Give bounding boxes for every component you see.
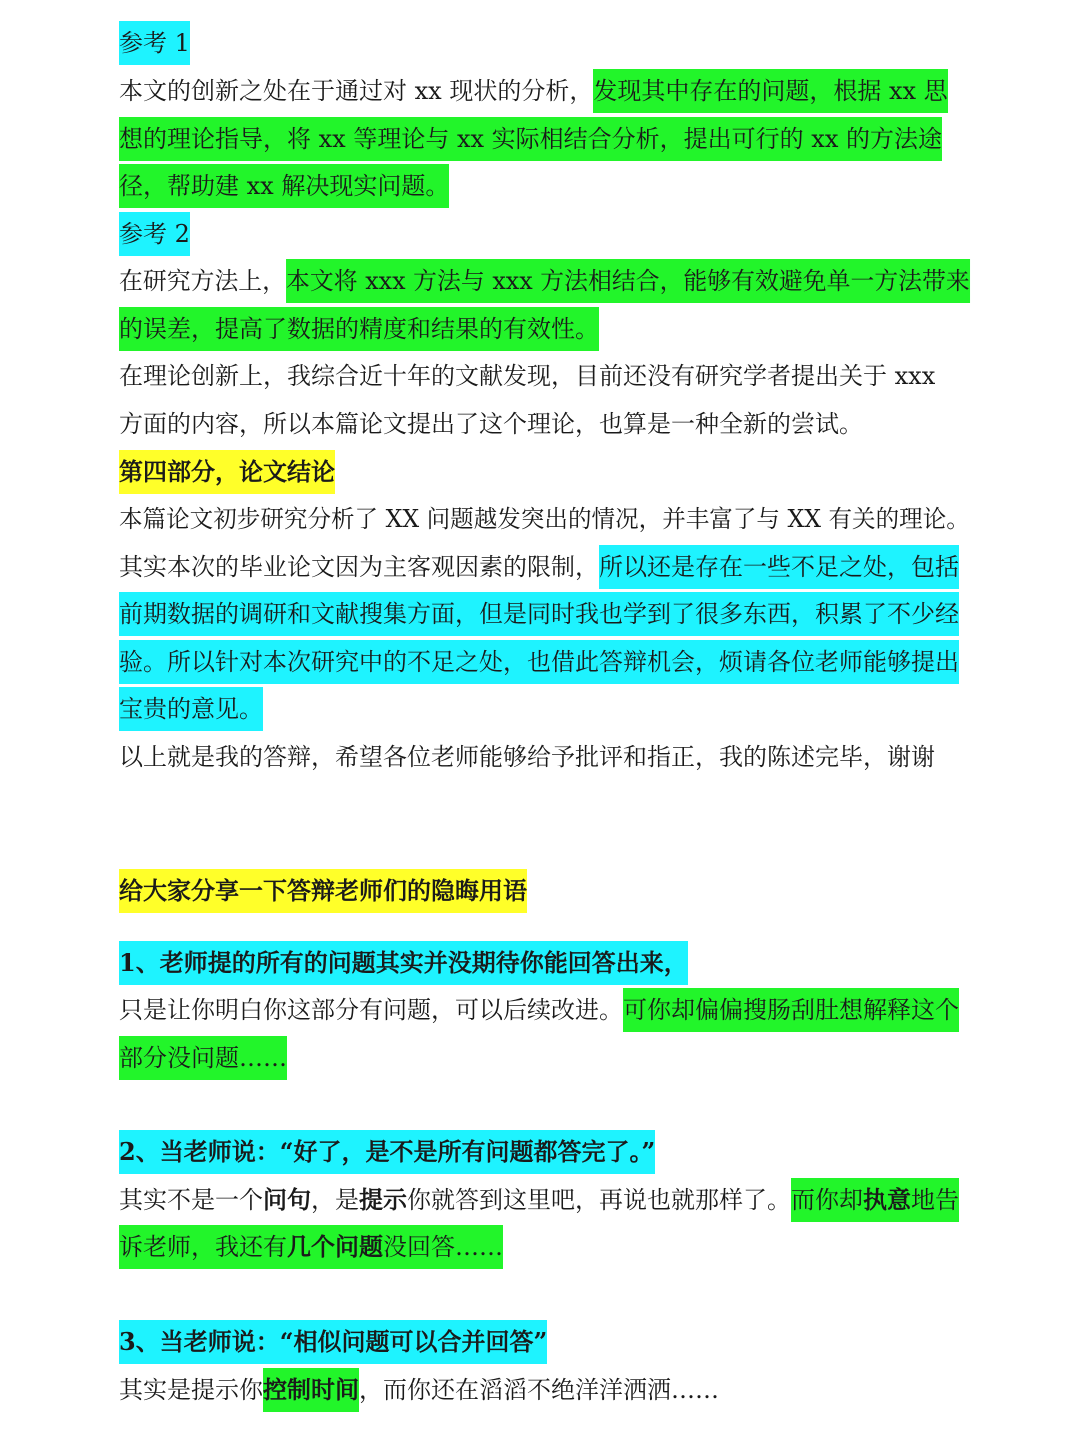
part4-line-2-plain: 其实本次的毕业论文因为主客观因素的限制，: [119, 553, 599, 581]
item2-line-1: [119, 1178, 959, 1222]
ref2-label-line: [119, 212, 190, 256]
item3-title-line: [119, 1320, 547, 1364]
item1-line-1-highlight: 可你却偏偏搜肠刮肚想解释这个: [623, 988, 959, 1032]
item2-line-1-e: 你就答到这里吧，再说也就那样了。: [407, 1186, 791, 1214]
ref1-line-2: [119, 117, 942, 161]
item2-line-2: [119, 1225, 503, 1269]
item2-title: 2、当老师说：“好了，是不是所有问题都答完了。”: [119, 1130, 655, 1174]
part4-line-5-highlight: 宝贵的意见。: [119, 687, 263, 731]
item2-line-1-highlight: [791, 1178, 959, 1222]
item3-title: 3、当老师说：“相似问题可以合并回答”: [119, 1320, 547, 1364]
ref2-line-4-text: 方面的内容，所以本篇论文提出了这个理论，也算是一种全新的尝试。: [119, 410, 863, 438]
item2-line-1-g1: 而你却: [791, 1186, 863, 1214]
ref1-line-1: [119, 69, 948, 113]
item2-line-2-g1: 诉老师，我还有: [119, 1233, 287, 1261]
part4-line-3-highlight: 前期数据的调研和文献搜集方面，但是同时我也学到了很多东西，积累了不少经: [119, 592, 959, 636]
item2-line-1-g2-bold: 执意: [863, 1185, 911, 1214]
item2-line-2-highlight: [119, 1225, 503, 1269]
item1-line-1: [119, 988, 959, 1032]
ref1-line-3-highlight: 径，帮助建 xx 解决现实问题。: [119, 164, 449, 208]
part4-line-2-highlight: 所以还是存在一些不足之处，包括: [599, 545, 959, 589]
part4-closing-text: 以上就是我的答辩，希望各位老师能够给予批评和指正，我的陈述完毕，谢谢: [119, 743, 935, 771]
item3-line-1-highlight: 控制时间: [263, 1368, 359, 1412]
ref1-line-1-highlight: 发现其中存在的问题，根据 xx 思: [593, 69, 947, 113]
ref2-line-3-text: 在理论创新上，我综合近十年的文献发现，目前还没有研究学者提出关于 xxx: [119, 362, 936, 390]
item1-title: 1、老师提的所有的问题其实并没期待你能回答出来，: [119, 941, 688, 985]
part4-line-4: [119, 640, 959, 684]
part4-line-4-highlight: 验。所以针对本次研究中的不足之处，也借此答辩机会，烦请各位老师能够提出: [119, 640, 959, 684]
item2-line-1-bold-hint: 提示: [359, 1185, 407, 1214]
item2-line-2-g3: 没回答……: [383, 1233, 503, 1261]
item3-line-1: [119, 1368, 719, 1412]
item2-line-1-bold-question: 问句: [263, 1185, 311, 1214]
ref2-line-4: [119, 402, 863, 446]
item2-line-2-g2-bold: 几个问题: [287, 1232, 383, 1261]
item2-title-line: [119, 1130, 655, 1174]
item1-line-1-plain: 只是让你明白你这部分有问题，可以后续改进。: [119, 996, 623, 1024]
ref2-line-1-highlight: 本文将 xxx 方法与 xxx 方法相结合，能够有效避免单一方法带来: [286, 259, 970, 303]
share-heading-line: [119, 869, 527, 913]
item1-line-2-highlight: 部分没问题……: [119, 1036, 287, 1080]
item2-line-1-g3: 地告: [911, 1186, 959, 1214]
part4-heading: 第四部分，论文结论: [119, 450, 335, 494]
share-heading: 给大家分享一下答辩老师们的隐晦用语: [119, 869, 527, 913]
item2-line-1-a: 其实不是一个: [119, 1186, 263, 1214]
ref1-label: 参考 1: [119, 21, 190, 65]
item3-line-1-a: 其实是提示你: [119, 1376, 263, 1404]
part4-closing: [119, 735, 935, 779]
item2-line-1-c: ，是: [311, 1186, 359, 1214]
ref1-line-3: [119, 164, 449, 208]
part4-line-1: [119, 497, 970, 541]
item1-title-line: [119, 941, 688, 985]
ref1-label-line: [119, 21, 190, 65]
part4-line-2: [119, 545, 959, 589]
ref2-label: 参考 2: [119, 212, 190, 256]
ref2-line-2: [119, 307, 599, 351]
ref1-line-1-plain: 本文的创新之处在于通过对 xx 现状的分析，: [119, 77, 594, 105]
item3-line-1-c: ，而你还在滔滔不绝洋洋洒洒……: [359, 1376, 719, 1404]
ref2-line-3: [119, 354, 935, 398]
part4-line-3: [119, 592, 959, 636]
ref2-line-2-highlight: 的误差，提高了数据的精度和结果的有效性。: [119, 307, 599, 351]
part4-line-1-text: 本篇论文初步研究分析了 XX 问题越发突出的情况，并丰富了与 XX 有关的理论。: [119, 505, 970, 533]
ref2-line-1-plain: 在研究方法上，: [119, 267, 287, 295]
part4-heading-line: [119, 450, 335, 494]
item1-line-2: [119, 1036, 287, 1080]
ref2-line-1: [119, 259, 970, 303]
ref1-line-2-highlight: 想的理论指导，将 xx 等理论与 xx 实际相结合分析，提出可行的 xx 的方法途: [119, 117, 942, 161]
part4-line-5: [119, 687, 263, 731]
